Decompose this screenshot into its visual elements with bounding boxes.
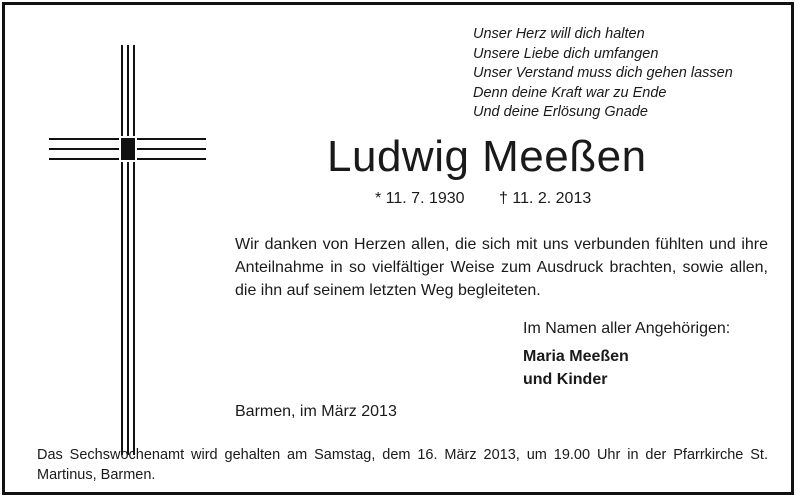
poem-line: Unser Verstand muss dich gehen lassen <box>473 65 733 81</box>
place-date: Barmen, im März 2013 <box>235 403 397 420</box>
life-dates <box>375 190 591 208</box>
poem-line: Denn deine Kraft war zu Ende <box>473 84 667 101</box>
deceased-name: Ludwig Meeßen <box>327 132 647 181</box>
death-date: † 11. 2. 2013 <box>499 190 592 207</box>
poem-line: Unser Herz will dich halten <box>473 26 645 42</box>
obituary-frame <box>2 2 794 495</box>
cross-icon <box>5 5 245 495</box>
poem-line: Und deine Erlösung Gnade <box>473 104 648 120</box>
poem <box>473 25 793 123</box>
signers <box>523 345 629 391</box>
poem-line: Unsere Liebe dich umfangen <box>473 45 659 62</box>
birth-date: * 11. 7. 1930 <box>375 190 465 207</box>
signer-family: und Kinder <box>523 371 608 388</box>
behalf-line: Im Namen aller Angehörigen: <box>523 320 731 337</box>
thanks-paragraph: Wir danken von Herzen allen, die sich mit uns verbunden fühlten und ihre Anteilnahme in so vielfältiger Weise zum Ausdruck brachten, sowie allen, die ihn auf seinem letzten Weg begleiteten. <box>235 236 768 299</box>
service-notice: Das Sechswochenamt wird gehalten am Samstag, dem 16. März 2013, um 19.00 Uhr in der Pfarrkirche St. Martinus, Barmen. <box>37 447 768 483</box>
signer-name: Maria Meeßen <box>523 348 629 365</box>
